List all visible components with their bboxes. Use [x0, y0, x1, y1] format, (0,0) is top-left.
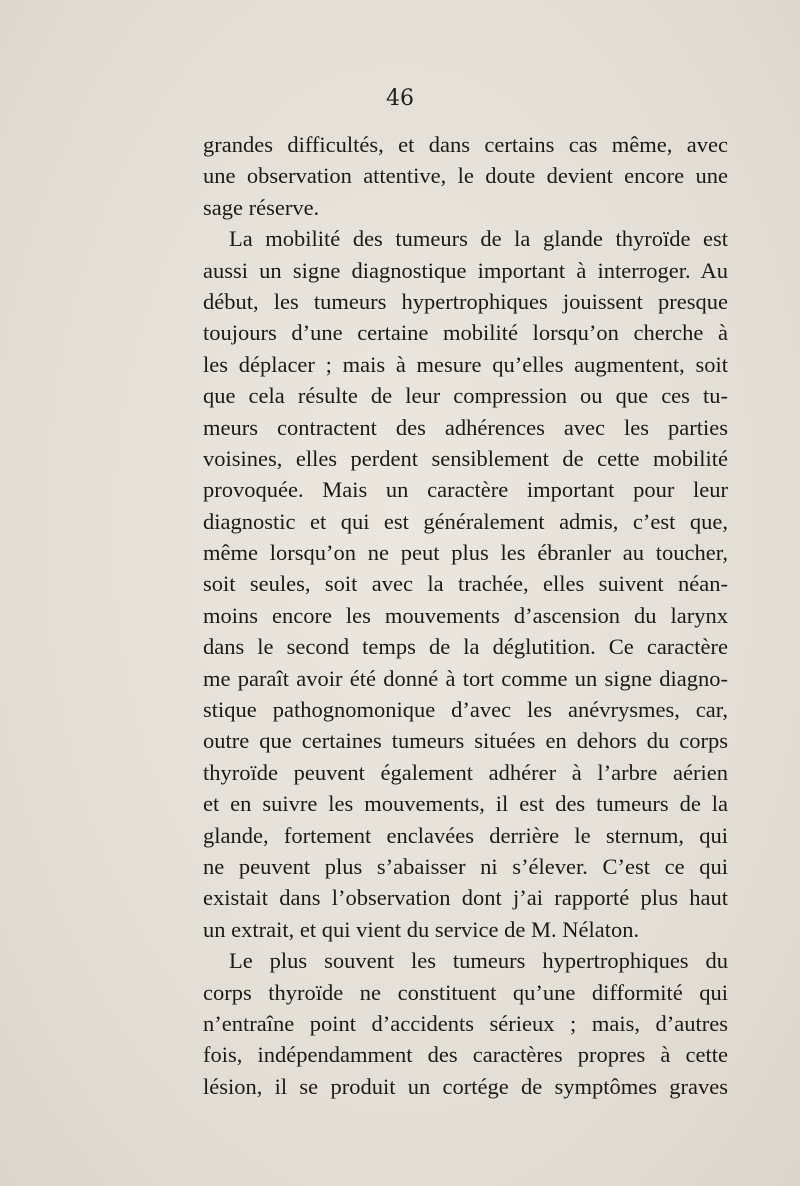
body-text	[203, 129, 728, 1102]
text-line: meurs contractent des adhérences avec les parties	[203, 414, 728, 440]
text-line: Le plus souvent les tumeurs hypertrophiques du	[229, 948, 728, 974]
text-line: corps thyroïde ne constituent qu’une difformité qui	[203, 979, 728, 1005]
text-line: sage réserve.	[203, 194, 320, 220]
text-line: toujours d’une certaine mobilité lorsqu’on cherche à	[203, 320, 728, 346]
text-line: stique pathognomonique d’avec les anévrysmes, car,	[203, 697, 728, 723]
text-line: provoquée. Mais un caractère important pour leur	[203, 477, 728, 503]
text-line: n’entraîne point d’accidents sérieux ; mais, d’autres	[203, 1010, 728, 1036]
text-line: grandes difficultés, et dans certains cas même, avec	[203, 132, 728, 157]
text-line: me paraît avoir été donné à tort comme un signe diagno-	[203, 665, 728, 691]
text-line: La mobilité des tumeurs de la glande thyroïde est	[229, 226, 728, 252]
text-line: que cela résulte de leur compression ou que ces tu-	[203, 383, 728, 409]
text-line: et en suivre les mouvements, il est des tumeurs de la	[203, 791, 728, 817]
text-line: soit seules, soit avec la trachée, elles suivent néan-	[203, 571, 728, 597]
text-line: outre que certaines tumeurs situées en dehors du corps	[203, 728, 728, 754]
text-line: moins encore les mouvements d’ascension du larynx	[203, 602, 728, 628]
text-line: fois, indépendamment des caractères propres à cette	[203, 1042, 728, 1068]
text-line: thyroïde peuvent également adhérer à l’arbre aérien	[203, 759, 728, 785]
page-number: 46	[386, 86, 414, 111]
text-line: dans le second temps de la déglutition. Ce caractère	[203, 634, 728, 660]
text-line: même lorsqu’on ne peut plus les ébranler au toucher,	[203, 540, 728, 566]
text-line: une observation attentive, le doute devient encore une	[203, 163, 728, 189]
text-line: voisines, elles perdent sensiblement de cette mobilité	[203, 445, 728, 471]
text-line: diagnostic et qui est généralement admis, c’est que,	[203, 508, 728, 534]
text-line: aussi un signe diagnostique important à interroger. Au	[203, 257, 728, 283]
text-line: un extrait, et qui vient du service de M. Nélaton.	[203, 916, 640, 942]
text-line: début, les tumeurs hypertrophiques jouissent presque	[203, 288, 728, 314]
text-line: les déplacer ; mais à mesure qu’elles augmentent, soit	[203, 351, 728, 377]
text-line: ne peuvent plus s’abaisser ni s’élever. C’est ce qui	[203, 853, 728, 879]
text-line: lésion, il se produit un cortége de symptômes graves	[203, 1073, 728, 1099]
text-line: existait dans l’observation dont j’ai rapporté plus haut	[203, 885, 728, 911]
text-line: glande, fortement enclavées derrière le sternum, qui	[203, 822, 728, 848]
